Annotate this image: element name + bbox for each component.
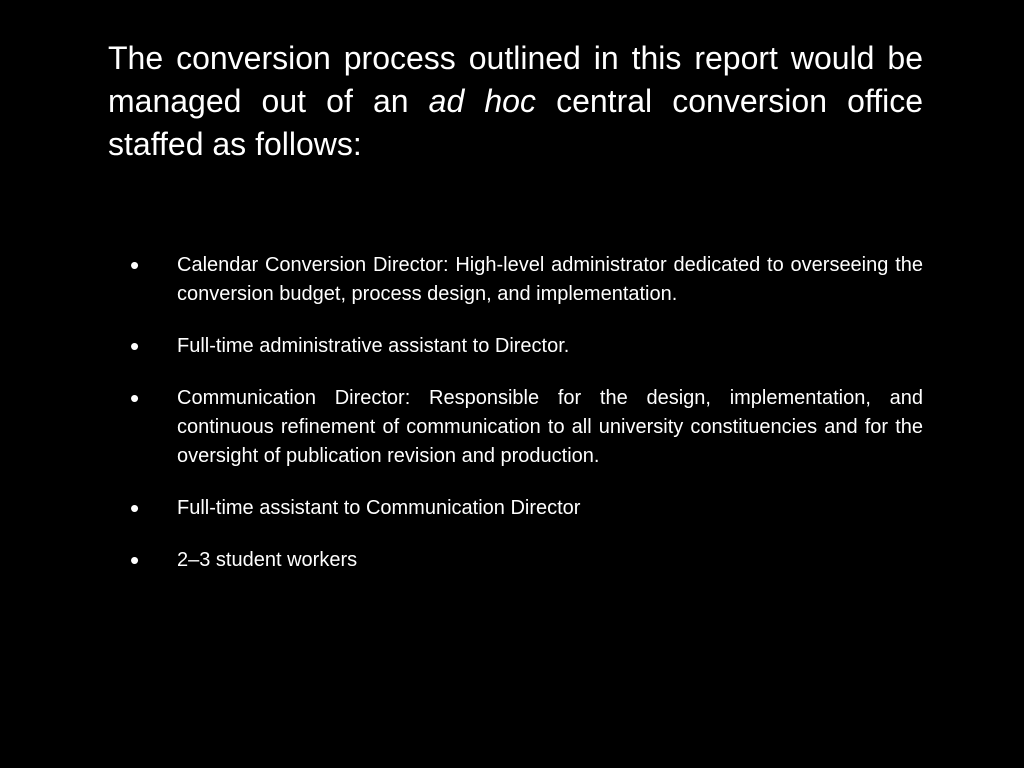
staff-list bbox=[130, 251, 923, 598]
list-item-text: Communication Director: Responsible for the design, implementation, and continuous refinement of communication to all university constituencies and for the oversight of publication revision and production. bbox=[177, 387, 923, 467]
bullet-icon: • bbox=[130, 383, 140, 413]
list-item-text: Full-time assistant to Communication Director bbox=[177, 497, 581, 519]
bullet-icon: • bbox=[130, 250, 140, 280]
list-item-text: Calendar Conversion Director: High-level administrator dedicated to overseeing the conversion budget, process design, and implementation. bbox=[177, 254, 923, 305]
list-item-text: Full-time administrative assistant to Director. bbox=[177, 335, 570, 357]
bullet-icon: • bbox=[130, 331, 140, 361]
intro-text-emphasis: ad hoc bbox=[428, 83, 536, 119]
list-item-text: 2–3 student workers bbox=[177, 549, 358, 571]
bullet-icon: • bbox=[130, 545, 140, 575]
intro-text-after: central conversion office staffed as follows: bbox=[108, 83, 924, 162]
list-item bbox=[130, 546, 923, 575]
list-item bbox=[130, 251, 923, 309]
bullet-icon: • bbox=[130, 493, 140, 523]
list-item bbox=[130, 384, 923, 471]
list-item bbox=[130, 494, 923, 523]
list-item bbox=[130, 332, 923, 361]
intro-paragraph bbox=[108, 37, 923, 166]
intro-text-before: The conversion process outlined in this report would be managed out of an bbox=[108, 40, 923, 119]
